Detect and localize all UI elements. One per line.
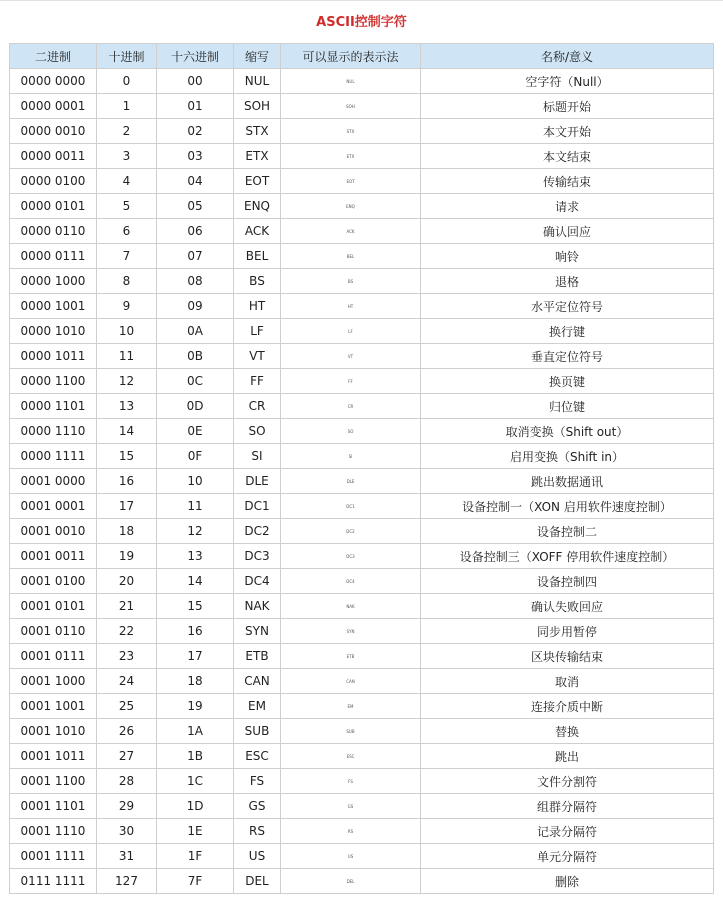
cell-display-symbol: US	[281, 844, 421, 869]
cell-decimal: 28	[97, 769, 157, 794]
cell-abbreviation: ETB	[234, 644, 281, 669]
cell-display-symbol: SUB	[281, 719, 421, 744]
cell-display-symbol: NAK	[281, 594, 421, 619]
cell-decimal: 1	[97, 94, 157, 119]
cell-hex: 18	[157, 669, 234, 694]
cell-display-symbol: ESC	[281, 744, 421, 769]
cell-binary: 0001 0001	[10, 494, 97, 519]
cell-display-symbol: ACK	[281, 219, 421, 244]
cell-binary: 0000 1101	[10, 394, 97, 419]
cell-abbreviation: ENQ	[234, 194, 281, 219]
cell-binary: 0001 0111	[10, 644, 97, 669]
cell-meaning: 单元分隔符	[421, 844, 714, 869]
cell-display-symbol: GS	[281, 794, 421, 819]
cell-meaning: 确认回应	[421, 219, 714, 244]
cell-hex: 07	[157, 244, 234, 269]
cell-hex: 19	[157, 694, 234, 719]
cell-display-symbol: BS	[281, 269, 421, 294]
cell-display-symbol: BEL	[281, 244, 421, 269]
table-row	[10, 869, 714, 894]
cell-hex: 1D	[157, 794, 234, 819]
table-row	[10, 319, 714, 344]
cell-decimal: 127	[97, 869, 157, 894]
cell-decimal: 9	[97, 294, 157, 319]
cell-hex: 08	[157, 269, 234, 294]
cell-display-symbol: DC4	[281, 569, 421, 594]
cell-abbreviation: STX	[234, 119, 281, 144]
cell-display-symbol: DEL	[281, 869, 421, 894]
table-row	[10, 769, 714, 794]
header-abbreviation: 缩写	[234, 44, 281, 69]
cell-hex: 04	[157, 169, 234, 194]
cell-binary: 0000 0000	[10, 69, 97, 94]
cell-abbreviation: CAN	[234, 669, 281, 694]
cell-binary: 0001 0000	[10, 469, 97, 494]
table-body	[10, 69, 714, 894]
cell-binary: 0000 1110	[10, 419, 97, 444]
cell-display-symbol: ENQ	[281, 194, 421, 219]
cell-meaning: 垂直定位符号	[421, 344, 714, 369]
table-row	[10, 394, 714, 419]
cell-hex: 1F	[157, 844, 234, 869]
table-row	[10, 469, 714, 494]
cell-abbreviation: NAK	[234, 594, 281, 619]
cell-hex: 7F	[157, 869, 234, 894]
cell-display-symbol: CAN	[281, 669, 421, 694]
table-row	[10, 344, 714, 369]
cell-display-symbol: CR	[281, 394, 421, 419]
table-row	[10, 594, 714, 619]
cell-hex: 0C	[157, 369, 234, 394]
cell-decimal: 6	[97, 219, 157, 244]
cell-decimal: 0	[97, 69, 157, 94]
cell-display-symbol: DC2	[281, 519, 421, 544]
cell-binary: 0000 0101	[10, 194, 97, 219]
cell-decimal: 25	[97, 694, 157, 719]
cell-display-symbol: SI	[281, 444, 421, 469]
cell-abbreviation: DC3	[234, 544, 281, 569]
cell-display-symbol: EOT	[281, 169, 421, 194]
cell-meaning: 删除	[421, 869, 714, 894]
cell-meaning: 水平定位符号	[421, 294, 714, 319]
table-row	[10, 194, 714, 219]
ascii-control-table	[9, 43, 714, 894]
cell-abbreviation: FS	[234, 769, 281, 794]
cell-decimal: 5	[97, 194, 157, 219]
cell-binary: 0000 1000	[10, 269, 97, 294]
cell-decimal: 11	[97, 344, 157, 369]
cell-meaning: 组群分隔符	[421, 794, 714, 819]
cell-decimal: 26	[97, 719, 157, 744]
cell-binary: 0001 0101	[10, 594, 97, 619]
cell-binary: 0000 0100	[10, 169, 97, 194]
cell-abbreviation: VT	[234, 344, 281, 369]
cell-meaning: 设备控制三（XOFF 停用软件速度控制）	[421, 544, 714, 569]
cell-meaning: 设备控制一（XON 启用软件速度控制）	[421, 494, 714, 519]
cell-decimal: 4	[97, 169, 157, 194]
cell-decimal: 22	[97, 619, 157, 644]
table-row	[10, 669, 714, 694]
cell-display-symbol: DLE	[281, 469, 421, 494]
cell-meaning: 设备控制四	[421, 569, 714, 594]
cell-abbreviation: GS	[234, 794, 281, 819]
cell-hex: 09	[157, 294, 234, 319]
header-decimal: 十进制	[97, 44, 157, 69]
table-row	[10, 269, 714, 294]
cell-hex: 13	[157, 544, 234, 569]
table-row	[10, 694, 714, 719]
table-row	[10, 844, 714, 869]
table-row	[10, 69, 714, 94]
table-row	[10, 119, 714, 144]
table-row	[10, 519, 714, 544]
table-row	[10, 719, 714, 744]
cell-hex: 1B	[157, 744, 234, 769]
cell-binary: 0001 1001	[10, 694, 97, 719]
cell-hex: 15	[157, 594, 234, 619]
cell-abbreviation: EM	[234, 694, 281, 719]
cell-hex: 1A	[157, 719, 234, 744]
cell-binary: 0111 1111	[10, 869, 97, 894]
cell-abbreviation: NUL	[234, 69, 281, 94]
cell-binary: 0001 1111	[10, 844, 97, 869]
cell-decimal: 13	[97, 394, 157, 419]
cell-display-symbol: ETX	[281, 144, 421, 169]
cell-decimal: 24	[97, 669, 157, 694]
cell-hex: 03	[157, 144, 234, 169]
cell-meaning: 设备控制二	[421, 519, 714, 544]
cell-meaning: 启用变换（Shift in）	[421, 444, 714, 469]
cell-meaning: 取消变换（Shift out）	[421, 419, 714, 444]
table-row	[10, 819, 714, 844]
cell-binary: 0000 0110	[10, 219, 97, 244]
cell-decimal: 17	[97, 494, 157, 519]
cell-meaning: 文件分割符	[421, 769, 714, 794]
cell-hex: 06	[157, 219, 234, 244]
cell-meaning: 确认失败回应	[421, 594, 714, 619]
cell-binary: 0000 1011	[10, 344, 97, 369]
cell-decimal: 3	[97, 144, 157, 169]
cell-hex: 11	[157, 494, 234, 519]
cell-binary: 0001 0110	[10, 619, 97, 644]
cell-meaning: 换行键	[421, 319, 714, 344]
cell-meaning: 响铃	[421, 244, 714, 269]
cell-hex: 0D	[157, 394, 234, 419]
cell-display-symbol: HT	[281, 294, 421, 319]
cell-meaning: 取消	[421, 669, 714, 694]
cell-abbreviation: BS	[234, 269, 281, 294]
cell-binary: 0000 0011	[10, 144, 97, 169]
cell-abbreviation: DC1	[234, 494, 281, 519]
table-row	[10, 144, 714, 169]
cell-decimal: 8	[97, 269, 157, 294]
cell-decimal: 21	[97, 594, 157, 619]
cell-meaning: 区块传输结束	[421, 644, 714, 669]
cell-hex: 00	[157, 69, 234, 94]
cell-meaning: 替换	[421, 719, 714, 744]
cell-decimal: 29	[97, 794, 157, 819]
cell-abbreviation: HT	[234, 294, 281, 319]
table-row	[10, 169, 714, 194]
cell-hex: 1C	[157, 769, 234, 794]
cell-binary: 0001 1101	[10, 794, 97, 819]
table-row	[10, 219, 714, 244]
cell-abbreviation: ACK	[234, 219, 281, 244]
cell-hex: 0E	[157, 419, 234, 444]
table-row	[10, 419, 714, 444]
cell-meaning: 连接介质中断	[421, 694, 714, 719]
header-display-symbol: 可以显示的表示法	[281, 44, 421, 69]
cell-meaning: 同步用暂停	[421, 619, 714, 644]
cell-meaning: 归位键	[421, 394, 714, 419]
cell-abbreviation: SO	[234, 419, 281, 444]
header-hex: 十六进制	[157, 44, 234, 69]
cell-abbreviation: US	[234, 844, 281, 869]
cell-binary: 0000 1111	[10, 444, 97, 469]
cell-abbreviation: DEL	[234, 869, 281, 894]
cell-display-symbol: SO	[281, 419, 421, 444]
cell-hex: 1E	[157, 819, 234, 844]
cell-decimal: 18	[97, 519, 157, 544]
cell-binary: 0001 1100	[10, 769, 97, 794]
cell-decimal: 20	[97, 569, 157, 594]
header-binary: 二进制	[10, 44, 97, 69]
cell-abbreviation: ESC	[234, 744, 281, 769]
cell-decimal: 12	[97, 369, 157, 394]
cell-decimal: 19	[97, 544, 157, 569]
cell-binary: 0000 1100	[10, 369, 97, 394]
header-meaning: 名称/意义	[421, 44, 714, 69]
cell-hex: 10	[157, 469, 234, 494]
cell-hex: 14	[157, 569, 234, 594]
cell-hex: 02	[157, 119, 234, 144]
cell-meaning: 记录分隔符	[421, 819, 714, 844]
cell-abbreviation: DC4	[234, 569, 281, 594]
cell-hex: 16	[157, 619, 234, 644]
cell-abbreviation: SYN	[234, 619, 281, 644]
cell-binary: 0001 0010	[10, 519, 97, 544]
cell-abbreviation: FF	[234, 369, 281, 394]
cell-abbreviation: DC2	[234, 519, 281, 544]
table-row	[10, 94, 714, 119]
cell-meaning: 空字符（Null）	[421, 69, 714, 94]
cell-display-symbol: STX	[281, 119, 421, 144]
cell-meaning: 换页键	[421, 369, 714, 394]
cell-hex: 0A	[157, 319, 234, 344]
cell-abbreviation: DLE	[234, 469, 281, 494]
cell-hex: 0F	[157, 444, 234, 469]
cell-display-symbol: RS	[281, 819, 421, 844]
cell-binary: 0000 1001	[10, 294, 97, 319]
cell-binary: 0001 0011	[10, 544, 97, 569]
cell-binary: 0000 1010	[10, 319, 97, 344]
cell-decimal: 10	[97, 319, 157, 344]
cell-decimal: 23	[97, 644, 157, 669]
cell-meaning: 标题开始	[421, 94, 714, 119]
cell-abbreviation: RS	[234, 819, 281, 844]
cell-meaning: 本文开始	[421, 119, 714, 144]
cell-binary: 0001 1000	[10, 669, 97, 694]
table-header-row	[10, 44, 714, 69]
cell-binary: 0000 0010	[10, 119, 97, 144]
cell-binary: 0001 0100	[10, 569, 97, 594]
cell-meaning: 请求	[421, 194, 714, 219]
table-row	[10, 244, 714, 269]
cell-binary: 0000 0001	[10, 94, 97, 119]
cell-hex: 01	[157, 94, 234, 119]
cell-binary: 0000 0111	[10, 244, 97, 269]
cell-abbreviation: EOT	[234, 169, 281, 194]
cell-hex: 17	[157, 644, 234, 669]
cell-decimal: 31	[97, 844, 157, 869]
cell-meaning: 传输结束	[421, 169, 714, 194]
cell-decimal: 2	[97, 119, 157, 144]
cell-display-symbol: FF	[281, 369, 421, 394]
cell-decimal: 30	[97, 819, 157, 844]
page-title: ASCII控制字符	[316, 15, 407, 30]
cell-meaning: 跳出数据通讯	[421, 469, 714, 494]
table-row	[10, 644, 714, 669]
cell-display-symbol: FS	[281, 769, 421, 794]
cell-decimal: 15	[97, 444, 157, 469]
table-row	[10, 444, 714, 469]
cell-display-symbol: NUL	[281, 69, 421, 94]
cell-display-symbol: SOH	[281, 94, 421, 119]
table-row	[10, 494, 714, 519]
cell-abbreviation: BEL	[234, 244, 281, 269]
table-row	[10, 794, 714, 819]
table-row	[10, 619, 714, 644]
cell-meaning: 本文结束	[421, 144, 714, 169]
cell-abbreviation: SOH	[234, 94, 281, 119]
cell-meaning: 跳出	[421, 744, 714, 769]
cell-abbreviation: SI	[234, 444, 281, 469]
cell-decimal: 7	[97, 244, 157, 269]
cell-binary: 0001 1010	[10, 719, 97, 744]
cell-display-symbol: DC3	[281, 544, 421, 569]
cell-hex: 12	[157, 519, 234, 544]
cell-binary: 0001 1011	[10, 744, 97, 769]
table-row	[10, 569, 714, 594]
cell-hex: 0B	[157, 344, 234, 369]
cell-decimal: 27	[97, 744, 157, 769]
cell-meaning: 退格	[421, 269, 714, 294]
cell-hex: 05	[157, 194, 234, 219]
cell-display-symbol: VT	[281, 344, 421, 369]
cell-decimal: 16	[97, 469, 157, 494]
cell-binary: 0001 1110	[10, 819, 97, 844]
cell-display-symbol: EM	[281, 694, 421, 719]
cell-abbreviation: LF	[234, 319, 281, 344]
cell-decimal: 14	[97, 419, 157, 444]
cell-abbreviation: SUB	[234, 719, 281, 744]
cell-display-symbol: DC1	[281, 494, 421, 519]
table-row	[10, 744, 714, 769]
cell-abbreviation: ETX	[234, 144, 281, 169]
cell-display-symbol: ETB	[281, 644, 421, 669]
cell-display-symbol: LF	[281, 319, 421, 344]
cell-abbreviation: CR	[234, 394, 281, 419]
table-row	[10, 544, 714, 569]
table-row	[10, 294, 714, 319]
cell-display-symbol: SYN	[281, 619, 421, 644]
table-row	[10, 369, 714, 394]
